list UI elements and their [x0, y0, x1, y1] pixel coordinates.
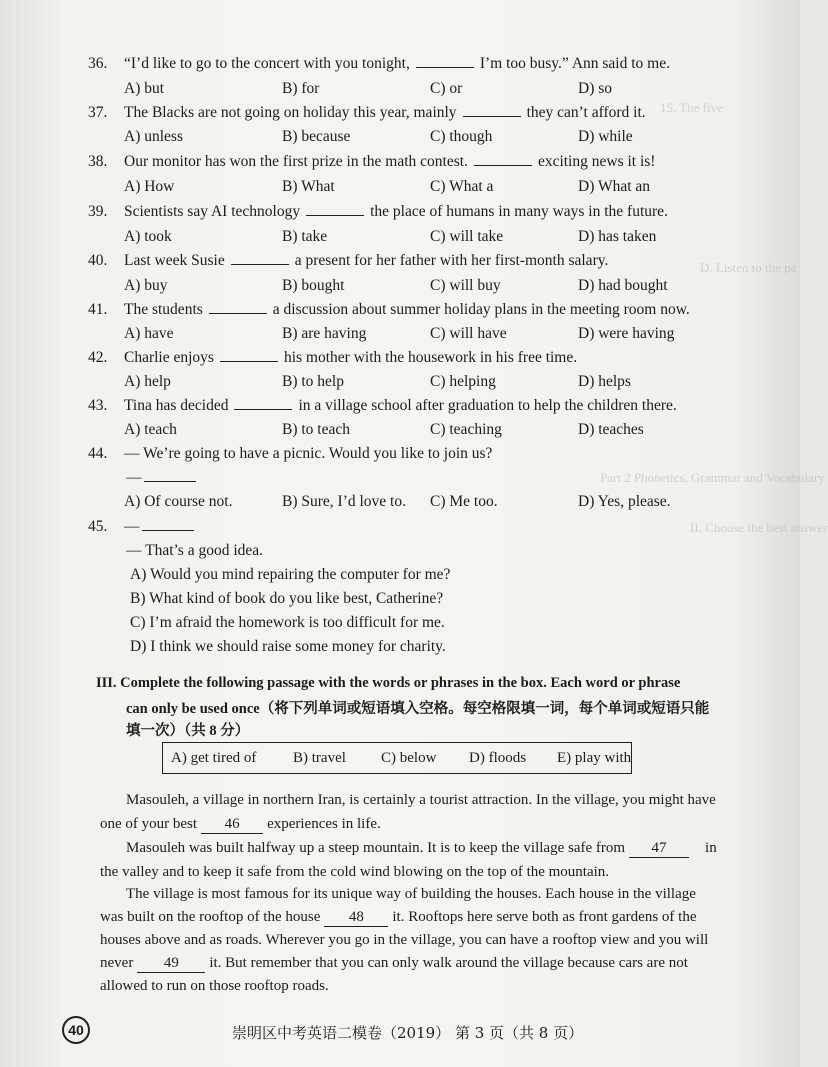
option-c: C) teaching [430, 421, 502, 438]
question-39: 39. Scientists say AI technology the place of humans in many ways in the future. [88, 203, 668, 220]
passage-line: was built on the rooftop of the house 48 it. Rooftops here serve both as front gardens of the [100, 909, 697, 925]
option-a: A) Of course not. [124, 493, 233, 510]
option-b: B) What [282, 178, 335, 195]
word-option: C) below [381, 750, 437, 766]
question-text: I’m too busy.” Ann said to me. [479, 55, 670, 72]
option-d: D) has taken [578, 228, 657, 245]
option-b: B) for [282, 80, 320, 97]
option-c: C) though [430, 128, 493, 145]
question-36: 36. “I’d like to go to the concert with you tonight, I’m too busy.” Ann said to me. [88, 55, 670, 72]
bleed-through: D. Listen to the pa [700, 260, 797, 275]
blank-49: 49 [137, 955, 205, 973]
option-d: D) had bought [578, 277, 668, 294]
option-c: C) helping [430, 373, 496, 390]
answer-blank [234, 397, 292, 410]
answer-blank [474, 153, 532, 166]
option-c: C) will buy [430, 277, 501, 294]
option-b: B) because [282, 128, 351, 145]
option-d: D) Yes, please. [578, 493, 671, 510]
passage-line: Masouleh, a village in northern Iran, is certainly a tourist attraction. In the village, you might have [126, 792, 716, 808]
option-a: A) have [124, 325, 174, 342]
question-text: exciting news it is! [537, 153, 656, 170]
passage-line: The village is most famous for its unique way of building the houses. Each house in the village [126, 886, 696, 902]
option-c: C) will take [430, 228, 504, 245]
question-text: a discussion about summer holiday plans in the meeting room now. [272, 301, 690, 318]
question-text: his mother with the housework in his free time. [283, 349, 578, 366]
bleed-through: 15. The five [660, 100, 723, 115]
option-a: A) buy [124, 277, 168, 294]
question-text: The Blacks are not going on holiday this year, mainly [124, 104, 457, 121]
word-option: D) floods [469, 750, 527, 766]
option-d: D) teaches [578, 421, 644, 438]
answer-blank [209, 301, 267, 314]
bleed-through: Part 2 Phonetics, Grammar and Vocabulary [600, 470, 825, 485]
question-40: 40. Last week Susie a present for her father with her first-month salary. [88, 252, 609, 269]
question-text: Charlie enjoys [124, 349, 214, 366]
question-text: Our monitor has won the first prize in the math contest. [124, 153, 468, 170]
option-b: B) Sure, I’d love to. [282, 493, 406, 510]
answer-blank [306, 203, 364, 216]
option-b: B) What kind of book do you like best, Catherine? [130, 590, 444, 607]
dialogue-reply: — That’s a good idea. [126, 542, 264, 559]
blank-47: 47 [629, 840, 689, 858]
option-a: A) help [124, 373, 171, 390]
passage-line: houses above and as roads. Wherever you go in the village, you can have a rooftop view and you will [100, 932, 709, 948]
question-45: 45. — [88, 518, 200, 536]
option-a: A) took [124, 228, 172, 245]
question-38: 38. Our monitor has won the first prize in the math contest. exciting news it is! [88, 153, 656, 170]
option-b: B) bought [282, 277, 345, 294]
option-b: B) are having [282, 325, 367, 342]
option-a: A) teach [124, 421, 177, 438]
question-37: 37. The Blacks are not going on holiday this year, mainly they can’t afford it. [88, 104, 646, 121]
answer-blank [416, 55, 474, 68]
passage-line: the valley and to keep it safe from the cold wind blowing on the top of the mountain. [100, 864, 610, 880]
option-b: B) to teach [282, 421, 351, 438]
answer-blank [463, 104, 521, 117]
option-c: C) Me too. [430, 493, 498, 510]
question-44: 44. — We’re going to have a picnic. Would you like to join us? [88, 445, 493, 462]
passage-line: one of your best 46 experiences in life. [100, 816, 381, 832]
option-a: A) but [124, 80, 165, 97]
section-heading-cont: 填一次）（共 8 分） [126, 723, 250, 739]
option-c: C) will have [430, 325, 507, 342]
option-b: B) take [282, 228, 328, 245]
option-c: C) or [430, 80, 463, 97]
answer-blank [220, 349, 278, 362]
option-a: A) Would you mind repairing the computer for me? [130, 566, 451, 583]
question-text: “I’d like to go to the concert with you tonight, [124, 55, 410, 72]
option-c: C) What a [430, 178, 494, 195]
answer-blank [231, 252, 289, 265]
option-a: A) How [124, 178, 175, 195]
page-badge: 40 [62, 1016, 90, 1044]
blank-46: 46 [201, 816, 263, 834]
question-text: the place of humans in many ways in the future. [370, 203, 668, 220]
blank-48: 48 [324, 909, 388, 927]
passage-line: never 49 it. But remember that you can only walk around the village because cars are not [100, 955, 688, 971]
page-footer: 崇明区中考英语二模卷（2019） 第 3 页（共 8 页） [232, 1024, 584, 1042]
section-heading-cont: can only be used once（将下列单词或短语填入空格。每空格限填一词，每个单词或短语只能 [126, 701, 710, 717]
option-d: D) so [578, 80, 613, 97]
question-text: The students [124, 301, 203, 318]
question-text: Scientists say AI technology [124, 203, 301, 220]
option-d: D) helps [578, 373, 631, 390]
dialogue-reply: — [126, 469, 202, 487]
option-d: D) while [578, 128, 633, 145]
question-41: 41. The students a discussion about summer holiday plans in the meeting room now. [88, 301, 690, 318]
question-text: a present for her father with her first-month salary. [294, 252, 609, 269]
option-a: A) unless [124, 128, 183, 145]
answer-blank [144, 469, 196, 482]
section-heading: III. Complete the following passage with the words or phrases in the box. Each word or phrase [96, 675, 681, 691]
question-text: in a village school after graduation to help the children there. [298, 397, 677, 414]
option-d: D) I think we should raise some money for charity. [130, 638, 446, 655]
word-option: E) play with [557, 750, 632, 766]
option-d: D) What an [578, 178, 651, 195]
dialogue-line: — We’re going to have a picnic. Would you like to join us? [124, 445, 493, 462]
answer-blank [142, 518, 194, 531]
bleed-through: II. Choose the best answer [690, 520, 828, 535]
option-b: B) to help [282, 373, 344, 390]
word-option: A) get tired of [171, 750, 257, 766]
question-text: they can’t afford it. [526, 104, 646, 121]
word-option: B) travel [293, 750, 346, 766]
passage-line: allowed to run on those rooftop roads. [100, 978, 329, 994]
question-text: Tina has decided [124, 397, 229, 414]
question-42: 42. Charlie enjoys his mother with the housework in his free time. [88, 349, 578, 366]
option-c: C) I’m afraid the homework is too difficult for me. [130, 614, 445, 631]
option-d: D) were having [578, 325, 675, 342]
word-box [162, 742, 632, 774]
passage-line: Masouleh was built halfway up a steep mountain. It is to keep the village safe from 47 in [126, 840, 717, 856]
question-text: Last week Susie [124, 252, 225, 269]
question-43: 43. Tina has decided in a village school after graduation to help the children there. [88, 397, 677, 414]
